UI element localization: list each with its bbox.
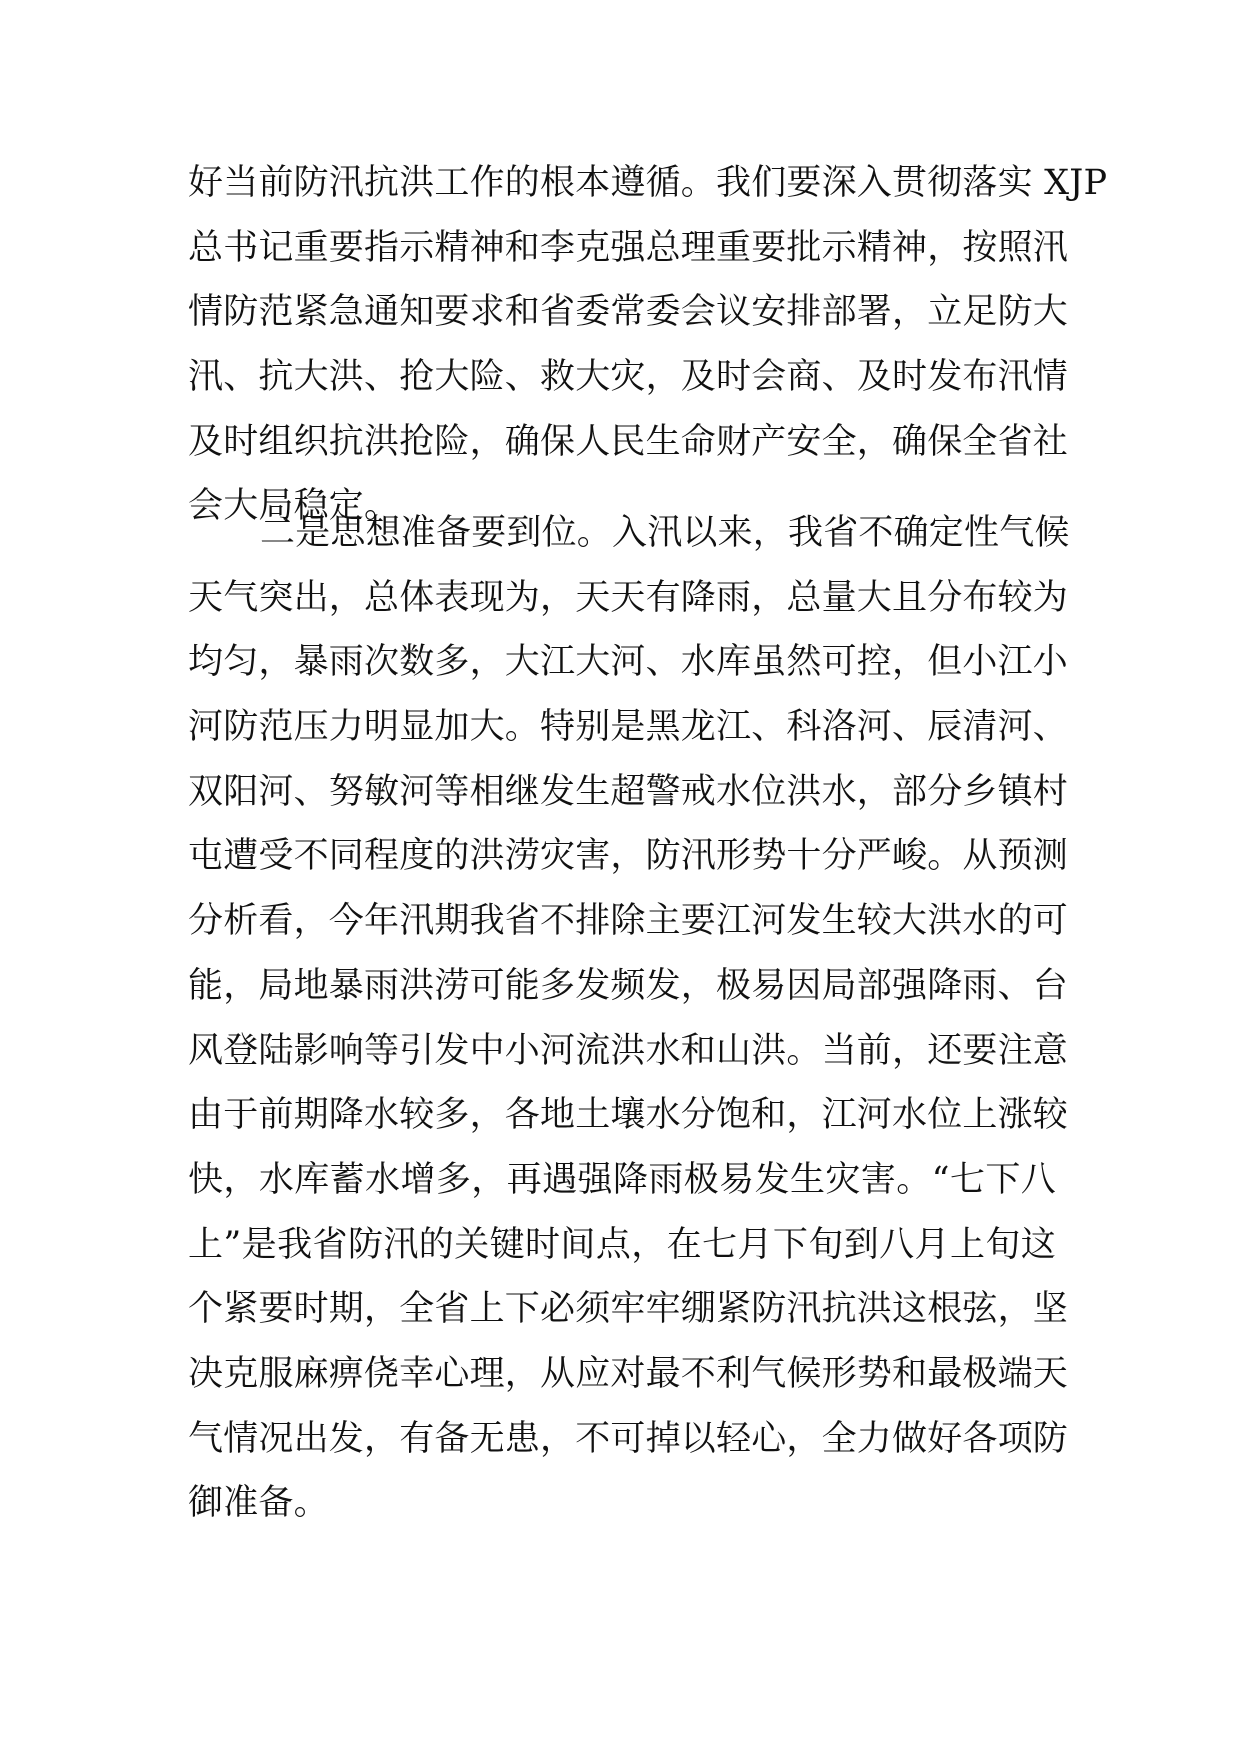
paragraph-2-line: 快，水库蓄水增多，再遇强降雨极易发生灾害。“七下八 (188, 1159, 1056, 1200)
paragraph-2-line: 御准备。 (188, 1483, 329, 1524)
paragraph-2-line: 均匀，暴雨次数多，大江大河、水库虽然可控，但小江小 (188, 642, 1069, 683)
paragraph-2-line: 天气突出，总体表现为，天天有降雨，总量大且分布较为 (188, 577, 1069, 618)
paragraph-2-line: 能，局地暴雨洪涝可能多发频发，极易因局部强降雨、台 (188, 965, 1069, 1006)
paragraph-2-line: 上”是我省防汛的关键时间点，在七月下旬到八月上旬这 (188, 1224, 1056, 1265)
paragraph-2-line: 风登陆影响等引发中小河流洪水和山洪。当前，还要注意 (188, 1030, 1069, 1071)
paragraph-2-line: 双阳河、努敏河等相继发生超警戒水位洪水，部分乡镇村 (188, 771, 1069, 812)
paragraph-2-line: 决克服麻痹侥幸心理，从应对最不利气候形势和最极端天 (188, 1353, 1069, 1394)
paragraph-2-line: 河防范压力明显加大。特别是黑龙江、科洛河、辰清河、 (188, 707, 1069, 748)
paragraph-2-line: 由于前期降水较多，各地土壤水分饱和，江河水位上涨较 (188, 1095, 1069, 1136)
paragraph-1-line: 及时组织抗洪抢险，确保人民生命财产安全，确保全省社 (188, 421, 1069, 462)
paragraph-2 (188, 501, 1070, 1536)
paragraph-2-line: 气情况出发，有备无患，不可掉以轻心，全力做好各项防 (188, 1418, 1069, 1459)
paragraph-2-line: 二是思想准备要到位。入汛以来，我省不确定性气候 (260, 513, 1070, 553)
paragraph-1 (188, 151, 1108, 539)
paragraph-1-line: 情防范紧急通知要求和省委常委会议安排部署，立足防大 (188, 292, 1069, 333)
paragraph-1-line: 会大局稳定。 (188, 486, 400, 527)
paragraph-1-line: 好当前防汛抗洪工作的根本遵循。我们要深入贯彻落实 XJP (188, 163, 1108, 203)
paragraph-2-line: 分析看，今年汛期我省不排除主要江河发生较大洪水的可 (188, 901, 1069, 942)
paragraph-2-line: 屯遭受不同程度的洪涝灾害，防汛形势十分严峻。从预测 (188, 836, 1069, 877)
paragraph-2-line: 个紧要时期，全省上下必须牢牢绷紧防汛抗洪这根弦，坚 (188, 1289, 1069, 1330)
paragraph-1-line: 汛、抗大洪、抢大险、救大灾，及时会商、及时发布汛情 (188, 357, 1069, 398)
paragraph-1-line: 总书记重要指示精神和李克强总理重要批示精神，按照汛 (188, 227, 1069, 268)
